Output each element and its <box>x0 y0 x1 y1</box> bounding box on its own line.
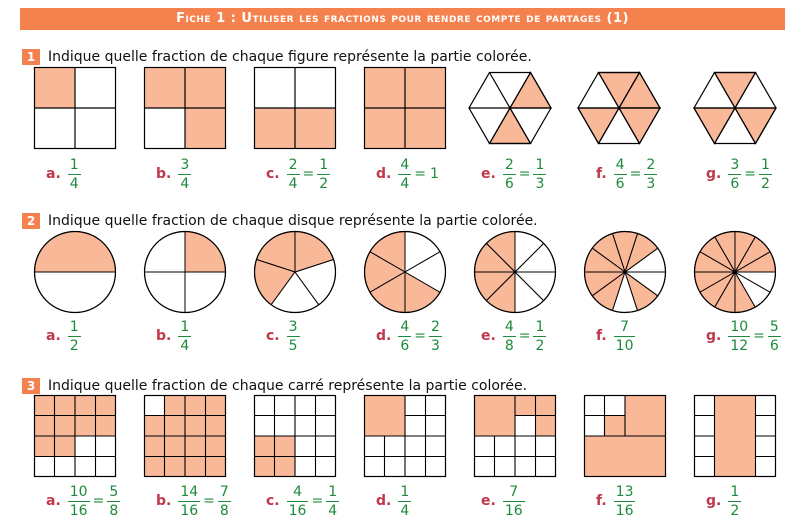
figure-hexagon-e <box>469 67 551 149</box>
grid-colored-region <box>625 395 666 436</box>
figure-square-b <box>144 67 226 149</box>
grid-colored-region <box>715 395 756 477</box>
denominator: 6 <box>769 337 779 354</box>
answer-letter: f. <box>596 493 607 509</box>
numerator: 1 <box>319 156 329 173</box>
answer <box>481 316 547 356</box>
figure-disk-g <box>694 231 776 313</box>
section-instruction: Indique quelle fraction de chaque disque représente la partie colorée. <box>48 212 538 229</box>
answer-letter: e. <box>481 166 496 182</box>
answer <box>156 481 232 521</box>
numerator: 1 <box>69 318 79 335</box>
figure-disk-e <box>474 231 556 313</box>
answer <box>46 154 82 194</box>
numerator: 5 <box>109 483 119 500</box>
answer-letter: f. <box>596 328 607 344</box>
fraction <box>178 319 191 354</box>
numerator: 2 <box>504 156 514 173</box>
answer <box>376 154 441 194</box>
answer-letter: c. <box>266 328 280 344</box>
figure-grid-g <box>694 395 776 477</box>
denominator: 8 <box>219 502 229 519</box>
fraction <box>287 157 300 192</box>
denominator: 2 <box>730 502 740 519</box>
denominator: 4 <box>180 337 190 354</box>
numerator: 4 <box>400 318 410 335</box>
denominator: 4 <box>400 175 410 192</box>
figure-disk-c <box>254 231 336 313</box>
fraction <box>768 319 781 354</box>
denominator: 2 <box>761 175 770 192</box>
fraction <box>533 157 546 192</box>
disk-sector <box>35 272 116 313</box>
denominator: 3 <box>646 175 656 192</box>
figure-square-c <box>254 67 336 149</box>
denominator: 3 <box>535 175 545 192</box>
answer-letter: d. <box>376 328 392 344</box>
numerator: 10 <box>730 318 749 335</box>
figure-grid-f <box>584 395 666 477</box>
denominator: 2 <box>319 175 329 192</box>
figure-disk-a <box>34 231 116 313</box>
figure-disk-b <box>144 231 226 313</box>
numerator: 3 <box>180 156 190 173</box>
numerator: 7 <box>219 483 229 500</box>
fraction <box>759 157 772 192</box>
numerator: 1 <box>400 483 410 500</box>
numerator: 7 <box>620 318 630 335</box>
fraction <box>728 319 750 354</box>
answer <box>481 154 547 194</box>
answer <box>46 481 121 521</box>
numerator: 1 <box>180 318 190 335</box>
equals-sign: = <box>744 166 756 182</box>
answer <box>156 316 192 356</box>
equals-sign: = <box>753 328 765 344</box>
fraction <box>287 319 300 354</box>
fraction <box>398 157 411 192</box>
denominator: 16 <box>180 502 199 519</box>
denominator: 8 <box>504 337 514 354</box>
answer-letter: a. <box>46 493 61 509</box>
section-3-heading <box>22 375 527 393</box>
fraction <box>728 157 741 192</box>
fraction <box>287 484 309 519</box>
answer <box>376 316 443 356</box>
section-1-heading <box>22 46 532 64</box>
fraction <box>178 484 200 519</box>
answer-letter: d. <box>376 493 392 509</box>
denominator: 5 <box>288 337 298 354</box>
numerator: 5 <box>769 318 779 335</box>
denominator: 16 <box>615 502 634 519</box>
denominator: 2 <box>535 337 545 354</box>
denominator: 4 <box>328 502 338 519</box>
answer-letter: e. <box>481 493 496 509</box>
numerator: 4 <box>615 156 625 173</box>
numerator: 3 <box>288 318 298 335</box>
numerator: 1 <box>69 156 79 173</box>
disk-sector <box>35 232 116 273</box>
numerator: 2 <box>288 156 298 173</box>
denominator: 16 <box>69 502 88 519</box>
numerator: 1 <box>535 318 545 335</box>
equals-sign: = <box>414 166 426 182</box>
fraction <box>107 484 120 519</box>
answer-letter: b. <box>156 493 172 509</box>
grid-colored-region <box>584 436 666 477</box>
answer-letter: b. <box>156 328 172 344</box>
section-2-heading <box>22 210 538 228</box>
answer <box>46 316 82 356</box>
denominator: 10 <box>615 337 634 354</box>
section-number: 1 <box>22 49 40 65</box>
equals-sign: = <box>311 493 324 509</box>
whole-number: 1 <box>430 166 439 182</box>
figure-grid-a <box>34 395 116 477</box>
fraction <box>644 157 657 192</box>
answer <box>266 316 301 356</box>
figure-disk-d <box>364 231 446 313</box>
answer-letter: g. <box>706 493 722 509</box>
numerator: 13 <box>615 483 634 500</box>
grid-colored-region <box>605 416 626 437</box>
section-number: 2 <box>22 213 40 229</box>
answer <box>376 481 412 521</box>
denominator: 3 <box>431 337 440 354</box>
numerator: 2 <box>646 156 656 173</box>
numerator: 4 <box>504 318 514 335</box>
numerator: 10 <box>69 483 88 500</box>
denominator: 2 <box>69 337 79 354</box>
figure-grid-e <box>474 395 556 477</box>
fraction <box>614 157 627 192</box>
denominator: 6 <box>400 337 410 354</box>
figure-grid-b <box>144 395 226 477</box>
fraction <box>326 484 339 519</box>
denominator: 4 <box>400 502 410 519</box>
denominator: 4 <box>69 175 79 192</box>
fraction <box>68 157 81 192</box>
figure-disk-f <box>584 231 666 313</box>
section-instruction: Indique quelle fraction de chaque carré représente la partie colorée. <box>48 377 528 394</box>
answer-letter: b. <box>156 166 172 182</box>
equals-sign: = <box>518 166 531 182</box>
numerator: 1 <box>730 483 740 500</box>
numerator: 4 <box>293 483 302 500</box>
answer <box>266 481 340 521</box>
equals-sign: = <box>203 493 215 509</box>
numerator: 2 <box>431 318 440 335</box>
answer <box>596 154 658 194</box>
fraction <box>317 157 330 192</box>
fraction <box>503 484 525 519</box>
answer-letter: c. <box>266 166 280 182</box>
answer <box>596 316 636 356</box>
fraction <box>68 484 90 519</box>
numerator: 3 <box>730 156 740 173</box>
fraction <box>728 484 741 519</box>
numerator: 4 <box>400 156 410 173</box>
denominator: 4 <box>288 175 298 192</box>
answer <box>706 481 742 521</box>
denominator: 6 <box>615 175 625 192</box>
fraction <box>503 157 516 192</box>
answer <box>706 154 773 194</box>
denominator: 8 <box>109 502 119 519</box>
answer <box>266 154 331 194</box>
page-title: Fiche 1 : Utiliser les fractions pour rendre compte de partages (1) <box>20 8 785 30</box>
fraction <box>68 319 81 354</box>
answer-letter: e. <box>481 328 496 344</box>
answer-letter: c. <box>266 493 280 509</box>
answer <box>156 154 192 194</box>
fraction <box>614 484 636 519</box>
fraction <box>398 484 411 519</box>
answer-letter: a. <box>46 328 61 344</box>
fraction <box>503 319 516 354</box>
figure-square-a <box>34 67 116 149</box>
equals-sign: = <box>302 166 315 182</box>
equals-sign: = <box>414 328 426 344</box>
answer <box>706 316 782 356</box>
answer <box>481 481 526 521</box>
answer <box>596 481 636 521</box>
answer-letter: g. <box>706 328 722 344</box>
numerator: 14 <box>180 483 199 500</box>
numerator: 7 <box>509 483 519 500</box>
fraction <box>533 319 546 354</box>
fraction <box>218 484 231 519</box>
fraction <box>614 319 636 354</box>
denominator: 16 <box>288 502 307 519</box>
numerator: 1 <box>328 483 338 500</box>
denominator: 4 <box>180 175 190 192</box>
figure-hexagon-g <box>694 67 776 149</box>
section-instruction: Indique quelle fraction de chaque figure représente la partie colorée. <box>48 48 532 65</box>
denominator: 16 <box>504 502 523 519</box>
fraction <box>178 157 191 192</box>
equals-sign: = <box>518 328 531 344</box>
figure-square-d <box>364 67 446 149</box>
figure-hexagon-f <box>578 67 660 149</box>
denominator: 12 <box>730 337 749 354</box>
denominator: 6 <box>730 175 740 192</box>
grid-colored-region <box>474 395 515 436</box>
fraction <box>429 319 442 354</box>
answer-letter: a. <box>46 166 61 182</box>
numerator: 1 <box>535 156 545 173</box>
equals-sign: = <box>92 493 105 509</box>
grid-colored-region <box>536 416 557 437</box>
figure-grid-d <box>364 395 446 477</box>
equals-sign: = <box>629 166 642 182</box>
answer-letter: d. <box>376 166 392 182</box>
fraction <box>398 319 411 354</box>
numerator: 1 <box>761 156 770 173</box>
section-number: 3 <box>22 378 40 394</box>
grid-colored-region <box>364 395 405 436</box>
answer-letter: g. <box>706 166 722 182</box>
denominator: 6 <box>504 175 514 192</box>
grid-colored-region <box>165 395 227 416</box>
figure-grid-c <box>254 395 336 477</box>
answer-letter: f. <box>596 166 607 182</box>
